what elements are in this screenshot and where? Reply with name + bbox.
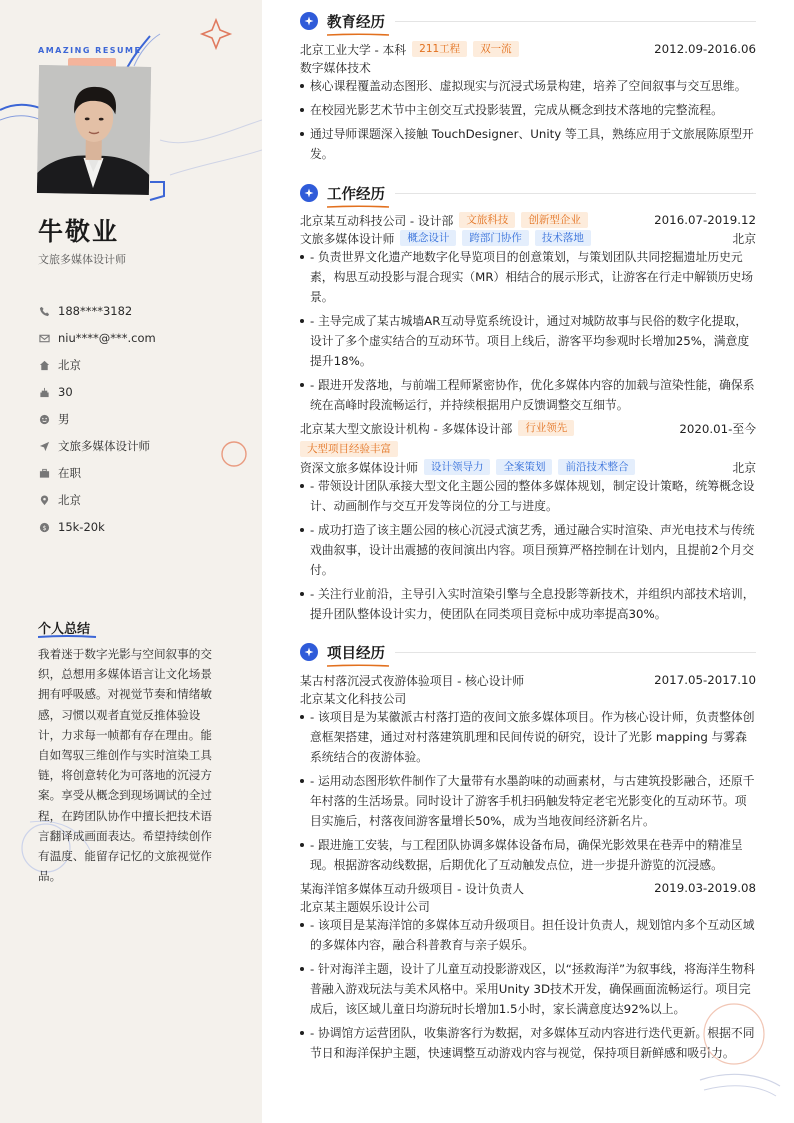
projects-title: 项目经历	[327, 645, 385, 662]
project-org-row	[300, 689, 756, 707]
job-title: 文旅多媒体设计师	[38, 253, 126, 266]
info-phone	[38, 302, 132, 320]
job-bullet: - 跟进开发落地，与前端工程师紧密协作，优化多媒体内容的加载与渲染性能，确保系统在高峰时段流畅运行，并持续根据用户反馈调整交互细节。	[300, 375, 756, 415]
project-bullet: - 该项目是某海洋馆的多媒体互动升级项目。担任设计负责人，规划馆内多个互动区域的多媒体内容，融合科普教育与亲子娱乐。	[300, 915, 756, 955]
cake-icon	[38, 386, 50, 398]
education-bullet: 核心课程覆盖动态图形、虚拟现实与沉浸式场景构建，培养了空间叙事与交互思维。	[300, 76, 756, 96]
phone-text: 188****3182	[58, 304, 133, 318]
company-tag: 创新型企业	[521, 212, 588, 228]
target-role-text: 文旅多媒体设计师	[58, 439, 150, 453]
school-name: 北京工业大学 - 本科	[300, 42, 407, 57]
company-tag: 行业领先	[518, 420, 574, 436]
project-org: 北京某文化科技公司	[300, 691, 407, 706]
job-bullet: - 带领设计团队承接大型文化主题公园的整体多媒体规划，制定设计策略，统筹概念设计、动画制作与交互开发等岗位的分工与进度。	[300, 476, 756, 516]
decorative-corner-lines	[690, 990, 794, 1123]
job-role: 资深文旅多媒体设计师	[300, 460, 418, 475]
school-tag: 211工程	[412, 41, 467, 57]
project-name: 某古村落沉浸式夜游体验项目 - 核心设计师	[300, 673, 525, 688]
home-icon	[38, 359, 50, 371]
education-divider	[395, 21, 756, 22]
summary-underline	[38, 634, 98, 640]
education-title: 教育经历	[327, 14, 385, 31]
job-date: 2020.01-至今	[679, 421, 756, 436]
section-star-icon	[300, 643, 318, 661]
projects-title-underline	[327, 664, 391, 667]
face-icon	[38, 413, 50, 425]
role-tag: 设计领导力	[424, 459, 491, 475]
info-gender	[38, 410, 70, 428]
salary-text: 15k-20k	[58, 520, 105, 534]
company-tag: 大型项目经验丰富	[300, 441, 398, 457]
location-text: 北京	[58, 493, 81, 507]
company-tag: 文旅科技	[459, 212, 515, 228]
projects-header	[300, 641, 385, 663]
company-name: 北京某互动科技公司 - 设计部	[300, 213, 454, 228]
info-target-role	[38, 437, 150, 455]
summary-text: 我着迷于数字光影与空间叙事的交织，总想用多媒体语言让文化场景拥有呼吸感。对视觉节奏和情绪敏感，习惯以观者直觉反推体验设计，力求每一帧都有存在理由。能自如驾驭三维创作与实时渲染工具链，将创意转化为可落地的沉浸方案。享受从概念到现场调试的全过程，在跨团队协作中擅长把技术语言翻译成画面表达。希望持续创作有温度、能留存记忆的文旅视觉作品。	[38, 647, 212, 884]
role-tag: 跨部门协作	[462, 230, 529, 246]
job-city: 北京	[732, 460, 756, 475]
send-icon	[38, 440, 50, 452]
project-bullet: - 该项目是为某徽派古村落打造的夜间文旅多媒体项目。作为核心设计师，负责整体创意框架搭建，通过对村落建筑肌理和民间传说的研究，设计了光影 mapping 与雾森系统结合的夜游体验。	[300, 707, 756, 767]
age-text: 30	[58, 385, 73, 399]
education-school-row	[300, 40, 756, 58]
project-org: 北京某主题娱乐设计公司	[300, 899, 430, 914]
job-company-row	[300, 419, 756, 437]
section-star-icon	[300, 12, 318, 30]
education-bullet: 在校园光影艺术节中主创交互式投影装置，完成从概念到技术落地的完整流程。	[300, 100, 756, 120]
project-date: 2017.05-2017.10	[654, 673, 756, 687]
email-text: niu****@***.com	[58, 331, 156, 345]
project-name-row	[300, 879, 756, 897]
phone-icon	[38, 305, 50, 317]
project-name-row	[300, 671, 756, 689]
gender-text: 男	[58, 412, 70, 426]
job-bullet: - 关注行业前沿，主导引入实时渲染引擎与全息投影等新技术，并组织内部技术培训，提升团队整体设计实力，使团队在同类项目竞标中成功率提高30%。	[300, 584, 756, 624]
info-email	[38, 329, 156, 347]
education-major-row	[300, 58, 756, 76]
job-city: 北京	[732, 231, 756, 246]
school-tag: 双一流	[473, 41, 519, 57]
salary-icon	[38, 521, 50, 533]
major: 数字媒体技术	[300, 60, 371, 75]
job-role-row	[300, 458, 756, 476]
job-role-row	[300, 229, 756, 247]
project-org-row	[300, 897, 756, 915]
briefcase-icon	[38, 467, 50, 479]
status-text: 在职	[58, 466, 81, 480]
info-age	[38, 383, 73, 401]
work-title-underline	[327, 205, 391, 208]
project-bullet: - 针对海洋主题，设计了儿童互动投影游戏区，以“拯救海洋”为叙事线，将海洋生物科普融入游戏玩法与美术风格中。采用Unity 3D技术开发，确保画面流畅运行。项目完成后，该区域儿童日均游玩时长增加1.5小时，家长满意度达92%以上。	[300, 959, 756, 1019]
job-date: 2016.07-2019.12	[654, 213, 756, 227]
education-header	[300, 10, 385, 32]
job-company-tag-row	[300, 440, 756, 458]
job-role: 文旅多媒体设计师	[300, 231, 395, 246]
work-header	[300, 182, 385, 204]
info-salary	[38, 518, 105, 536]
info-location	[38, 491, 81, 509]
avatar	[37, 65, 151, 195]
project-bullet: - 运用动态图形软件制作了大量带有水墨韵味的动画素材，与古建筑投影融合，还原千年村落的生活场景。同时设计了游客手机扫码触发特定老宅光影变化的互动环节。项目实施后，村落夜间游客量增长50%，成为当地夜间经济新名片。	[300, 771, 756, 831]
avatar-frame	[38, 66, 150, 194]
location-pin-icon	[38, 494, 50, 506]
job-bullet: - 主导完成了某古城墙AR互动导览系统设计，通过对城防故事与民俗的数字化提取，设计了多个虚实结合的互动环节。项目上线后，游客平均参观时长增加25%，满意度提升18%。	[300, 311, 756, 371]
work-title: 工作经历	[327, 186, 385, 203]
education-date: 2012.09-2016.06	[654, 42, 756, 56]
summary-title: 个人总结	[38, 622, 91, 637]
info-city	[38, 356, 81, 374]
sidebar	[0, 0, 262, 1123]
brand-tag: AMAZING RESUME	[38, 46, 142, 55]
project-bullet: - 跟进施工安装，与工程团队协调多媒体设备布局，确保光影效果在巷弄中的精准呈现。根据游客动线数据，后期优化了互动触发点位，进一步提升游览的沉浸感。	[300, 835, 756, 875]
role-tag: 技术落地	[535, 230, 591, 246]
info-status	[38, 464, 81, 482]
project-date: 2019.03-2019.08	[654, 881, 756, 895]
company-name: 北京某大型文旅设计机构 - 多媒体设计部	[300, 421, 513, 436]
role-tag: 全案策划	[496, 459, 552, 475]
mail-icon	[38, 332, 50, 344]
city-text: 北京	[58, 358, 81, 372]
education-bullet: 通过导师课题深入接触 TouchDesigner、Unity 等工具，熟练应用于文旅展陈原型开发。	[300, 124, 756, 164]
job-bullet: - 成功打造了该主题公园的核心沉浸式演艺秀，通过融合实时渲染、声光电技术与传统戏曲叙事，设计出震撼的夜间演出内容。项目预算严格控制在计划内，且提前2个月交付。	[300, 520, 756, 580]
project-bullet: - 协调馆方运营团队，收集游客行为数据，对多媒体互动内容进行迭代更新。根据不同节日和海洋保护主题，快速调整互动游戏内容与视觉，保持项目新鲜感和吸引力。	[300, 1023, 756, 1063]
role-tag: 前沿技术整合	[558, 459, 635, 475]
section-star-icon	[300, 184, 318, 202]
education-title-underline	[327, 33, 391, 36]
project-name: 某海洋馆多媒体互动升级项目 - 设计负责人	[300, 881, 525, 896]
svg-text:$: $	[41, 523, 47, 532]
job-bullet: - 负责世界文化遗产地数字化导览项目的创意策划，与策划团队共同挖掘遗址历史元素，构思互动投影与混合现实（MR）相结合的展示形式，让游客在行走中解锁历史场景。	[300, 247, 756, 307]
work-divider	[395, 193, 756, 194]
role-tag: 概念设计	[400, 230, 456, 246]
job-company-row	[300, 211, 756, 229]
full-name: 牛敬业	[38, 217, 120, 246]
projects-divider	[395, 652, 756, 653]
